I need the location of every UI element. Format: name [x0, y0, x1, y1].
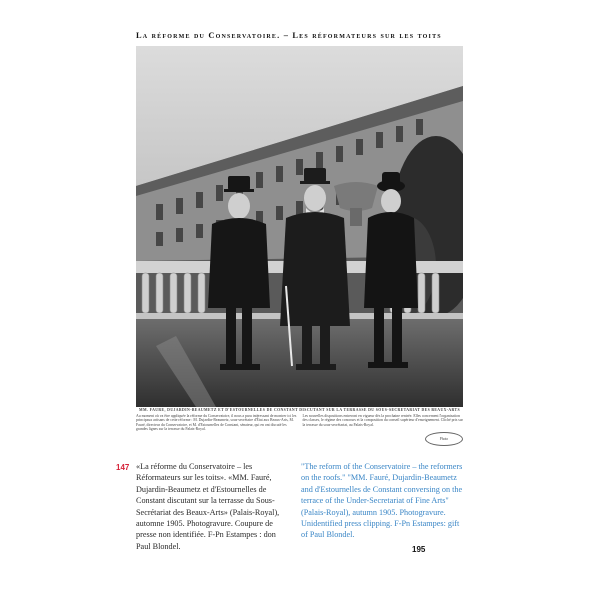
rooftop-photo-image: [136, 46, 463, 407]
press-clipping-caption: [136, 408, 463, 446]
press-caption-column-1: Au moment où va être appliquée la réforme du Conservatoire, il nous a paru intéressant de montrer ici les principaux artisans de cette réforme : M. Dujardin-Beaumetz, sous-secrétaire d'État aux Beaux-Arts, M. Fauré, directeur du Conservatoire, et M. d'Estournelles de Constant, sénateur, qui en ont discuté les grandes lignes sur la terrasse du Palais-Royal.: [136, 414, 297, 431]
caption-english: "The reform of the Conservatoire – the reformers on the roofs." "MM. Fauré, Dujardin-Beaumetz and d'Estournelles de Constant conversing on the terrace of the Under-Secretariat of Fine Arts" (Palais-Royal), autumn 1905. Photogravure. Unidentified press clipping. F-Pn Estampes: gift of Paul Blondel.: [301, 462, 463, 540]
press-caption-title: MM. FAURÉ, DUJARDIN-BEAUMETZ ET D'ESTOURNELLES DE CONSTANT DISCUTANT SUR LA TERRASSE DU SOUS-SECRÉTARIAT DES BEAUX-ARTS: [139, 408, 460, 412]
page-header: La réforme du Conservatoire. – Les réformateurs sur les toits: [136, 31, 442, 40]
caption-french: «La réforme du Conservatoire – les Réformateurs sur les toits». «MM. Fauré, Dujardin-Beaumetz et d'Estournelles de Constant discutant sur la terrasse du Sous-Secrétariat des Beaux-Arts» (Palais-Royal), automne 1905. Photogravure. Coupure de presse non identifiée. F-Pn Estampes : don Paul Blondel.: [136, 462, 280, 551]
press-caption-column-2: Les nouvelles dispositions entreront en vigueur dès la prochaine rentrée. Elles concernent l'organisation des classes, le régime des concours et la composition du conseil supérieur d'enseignement. Cliché pris sur la terrasse du sous-secrétariat, au Palais-Royal.: [302, 414, 463, 427]
page-number: 195: [412, 545, 426, 554]
photograph: [136, 46, 463, 407]
photographer-stamp: Photo: [425, 432, 463, 446]
catalog-number: 147: [116, 463, 130, 472]
